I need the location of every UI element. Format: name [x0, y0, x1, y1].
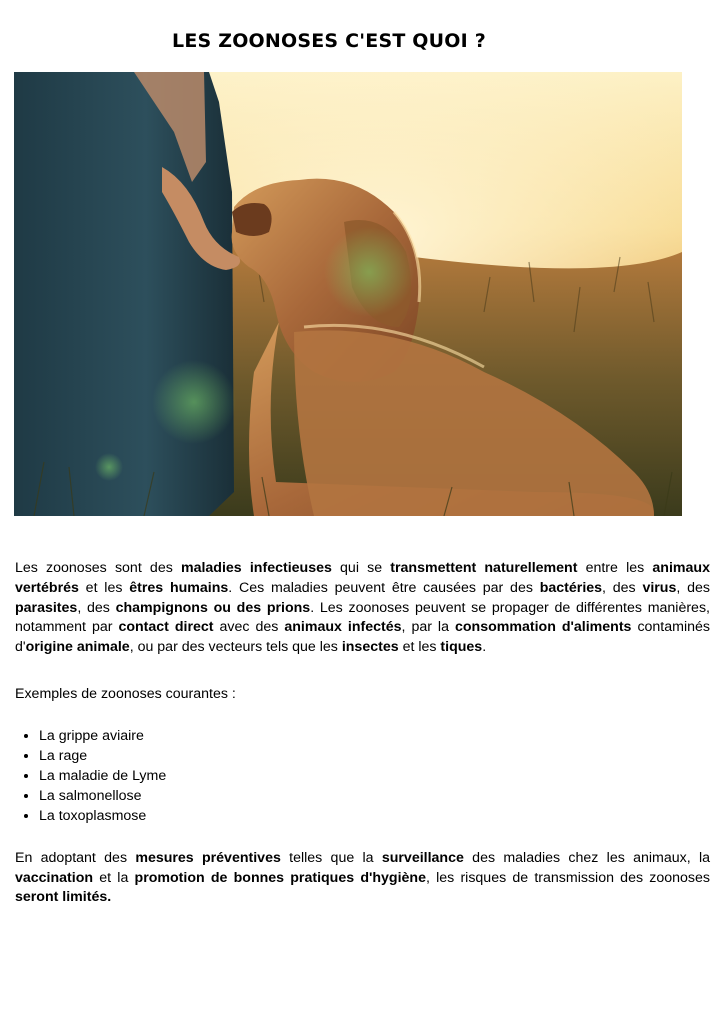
- text-run: , par la: [401, 619, 455, 636]
- intro-paragraph: [15, 559, 710, 658]
- list-item: • La maladie de Lyme: [39, 766, 710, 786]
- text-run: qui se: [331, 560, 391, 576]
- bold-text-run: promotion de bonnes pratiques d'hygiène: [134, 869, 426, 886]
- examples-list: [15, 726, 710, 826]
- dog-and-person-photo: [14, 72, 682, 516]
- bold-text-run: virus: [642, 579, 677, 596]
- list-item: • La salmonellose: [39, 786, 710, 806]
- list-item: • La toxoplasmose: [39, 806, 710, 826]
- bold-text-run: origine animale: [25, 639, 130, 656]
- text-run: , ou par des vecteurs tels que les: [129, 639, 342, 656]
- text-run: , des: [676, 579, 710, 596]
- bold-text-run: maladies infectieuses: [180, 560, 332, 576]
- text-run: et les: [398, 639, 441, 656]
- bold-text-run: parasites: [15, 599, 78, 616]
- page-title: LES ZOONOSES C'EST QUOI ?: [172, 30, 486, 52]
- text-run: , des: [77, 599, 116, 616]
- bold-text-run: animaux vertébrés: [15, 560, 710, 596]
- text-run: . Ces maladies peuvent être causées par des: [228, 579, 540, 596]
- list-item: • La rage: [39, 746, 710, 766]
- bold-text-run: champignons ou des prions: [115, 599, 311, 616]
- bold-text-run: bactéries: [539, 579, 603, 596]
- text-run: telles que la: [280, 849, 382, 866]
- bold-text-run: transmettent naturellement: [390, 560, 578, 576]
- bold-text-run: surveillance: [381, 849, 464, 866]
- bold-text-run: animaux infectés: [284, 619, 402, 636]
- bold-text-run: consommation d'aliments: [454, 619, 632, 636]
- conclusion-paragraph: [15, 849, 710, 908]
- text-run: .: [482, 639, 487, 656]
- examples-heading: Exemples de zoonoses courantes :: [15, 685, 236, 702]
- text-run: contaminés d': [15, 619, 710, 656]
- bold-text-run: vaccination: [15, 869, 94, 886]
- text-run: avec des: [213, 619, 285, 636]
- text-run: . Les zoonoses peuvent se propager de différentes manières, notamment par: [15, 599, 710, 636]
- bold-text-run: contact direct: [118, 619, 214, 636]
- bold-text-run: insectes: [341, 639, 399, 656]
- text-run: entre les: [577, 560, 653, 576]
- bold-text-run: seront limités.: [15, 889, 112, 906]
- text-run: , les risques de transmission des zoonoses: [425, 869, 710, 886]
- bold-text-run: êtres humains: [129, 579, 229, 596]
- text-run: des maladies chez les animaux, la: [463, 849, 710, 866]
- text-run: et les: [78, 579, 130, 596]
- list-item: • La grippe aviaire: [39, 726, 710, 746]
- bold-text-run: tiques: [440, 639, 483, 656]
- text-run: Les zoonoses sont des: [15, 560, 181, 576]
- text-run: et la: [93, 869, 135, 886]
- bold-text-run: mesures préventives: [135, 849, 281, 866]
- text-run: En adoptant des: [15, 849, 136, 866]
- text-run: , des: [602, 579, 643, 596]
